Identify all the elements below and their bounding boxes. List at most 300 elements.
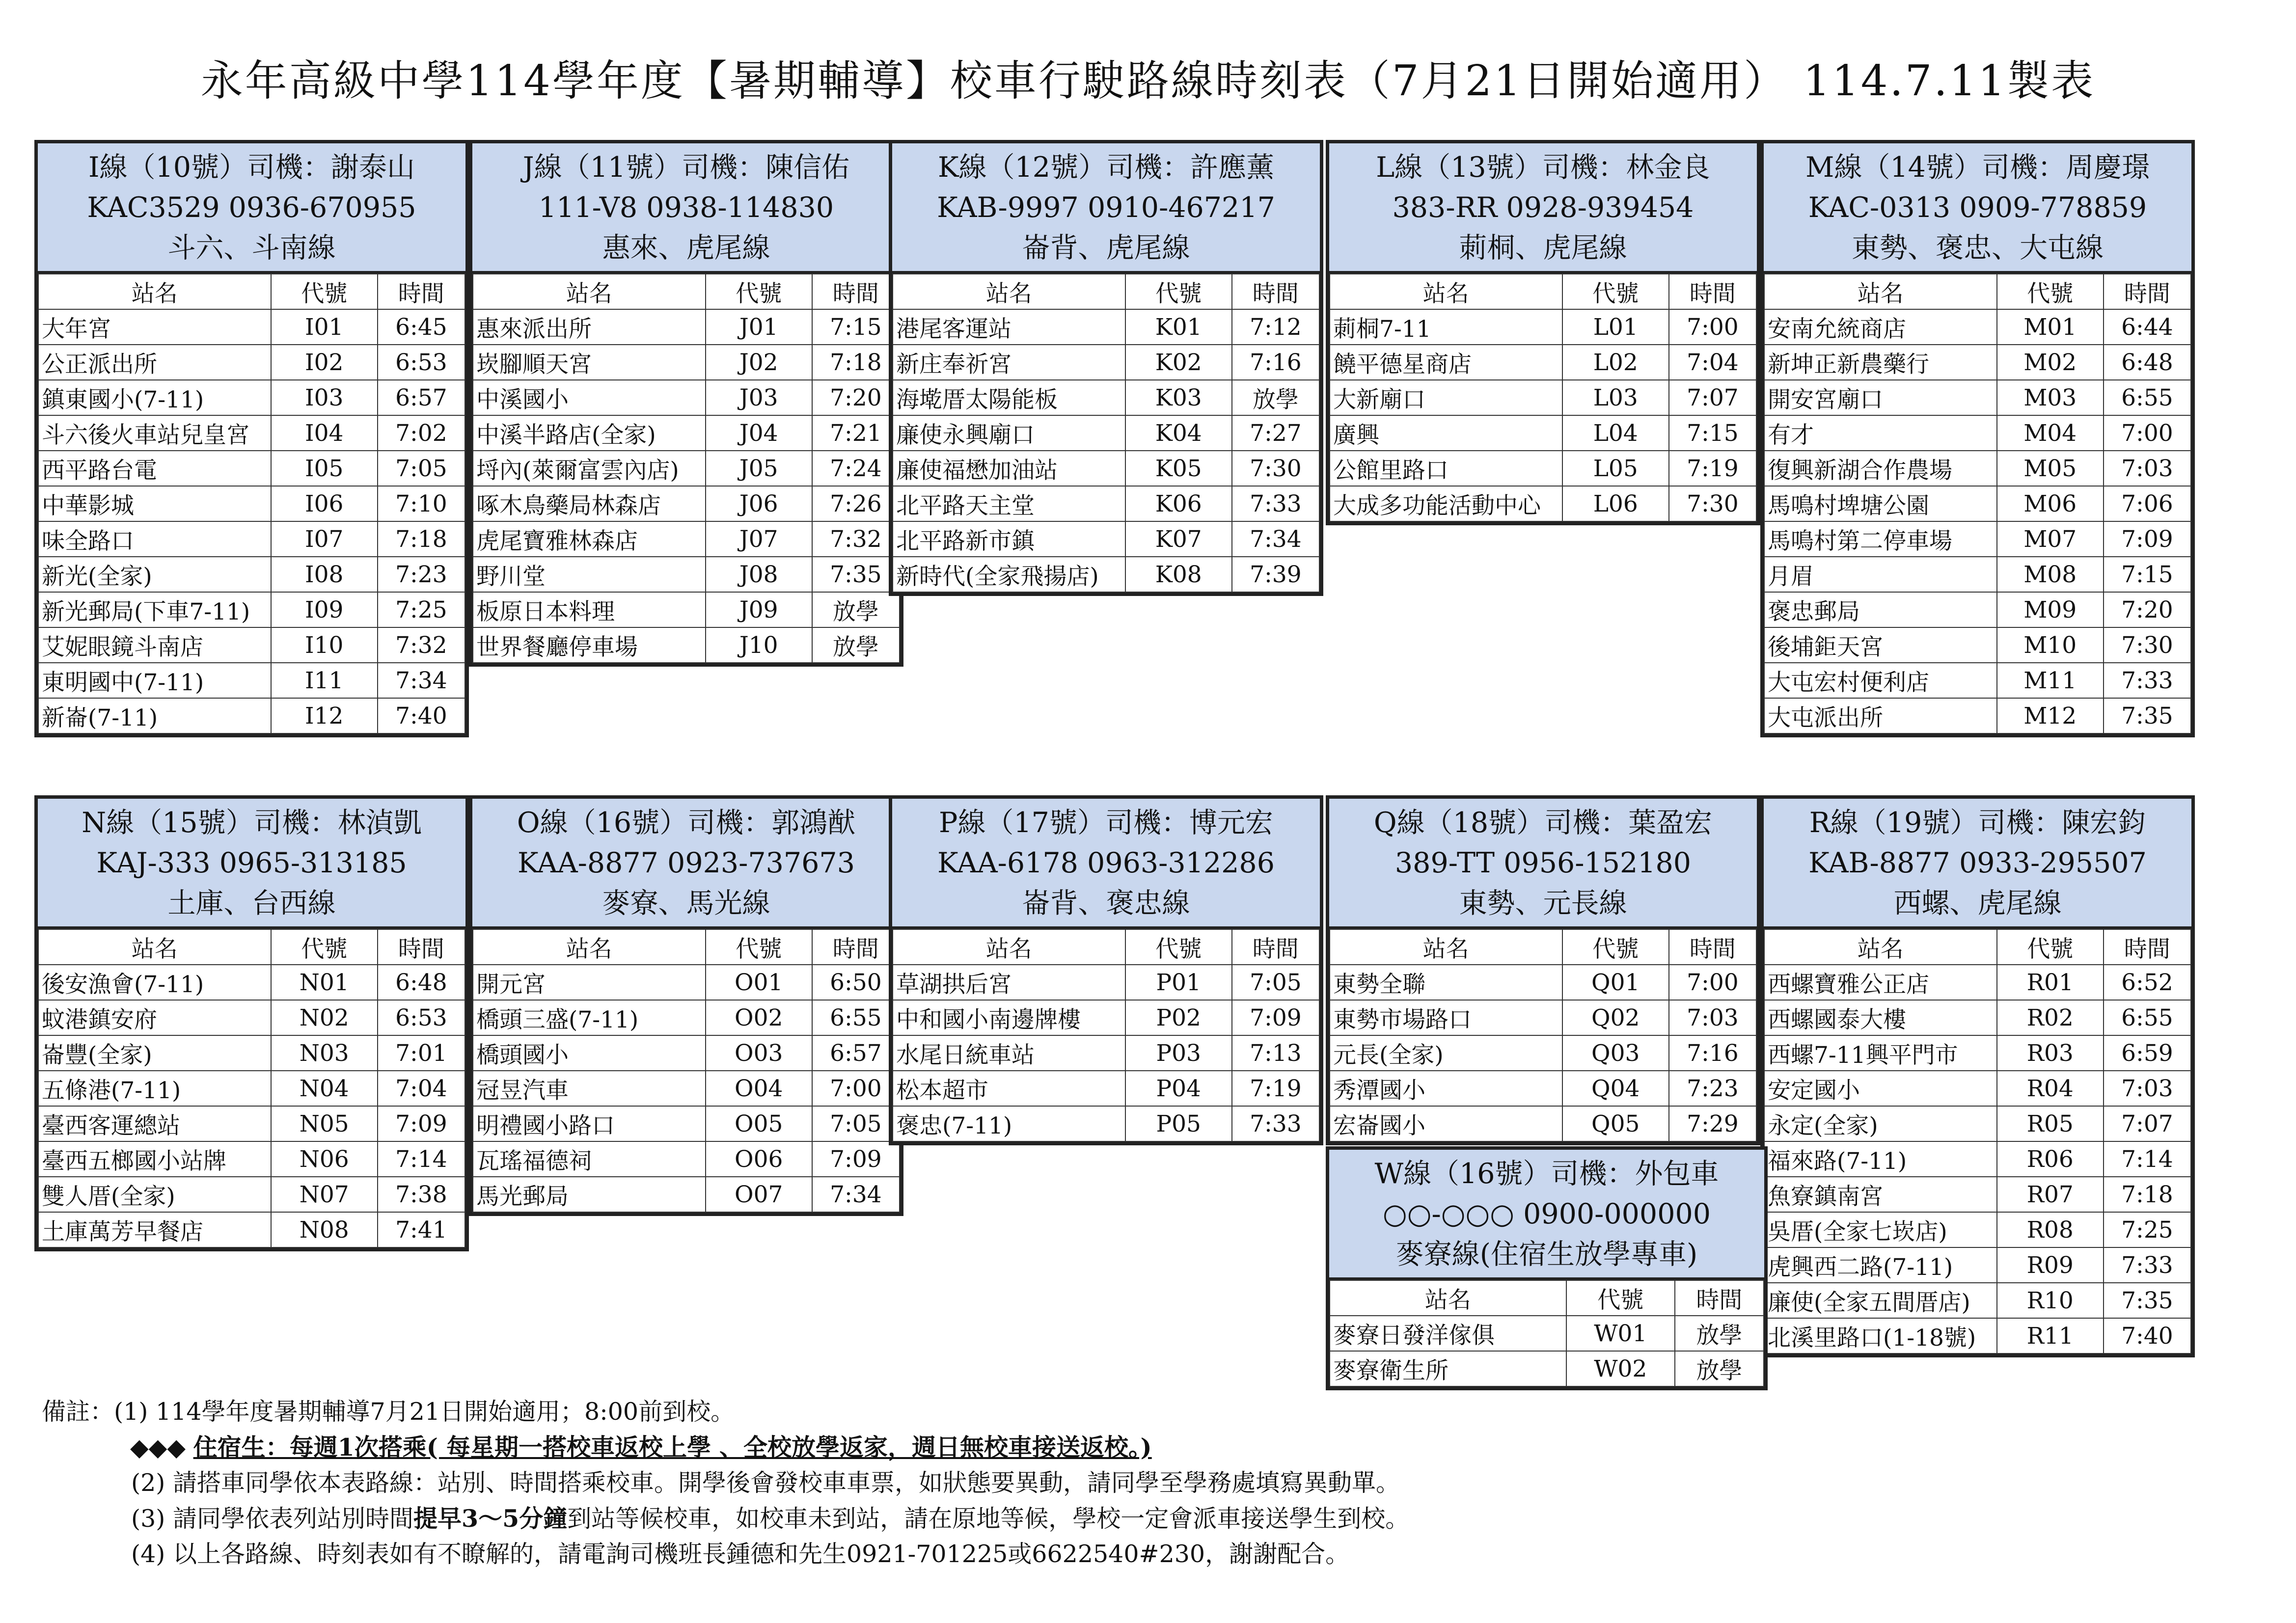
table-row (38, 451, 465, 486)
column-header-code: 代號 (1562, 929, 1669, 965)
table-row (38, 698, 465, 733)
table-row (1764, 1177, 2191, 1212)
stop-code: N08 (271, 1212, 378, 1247)
stop-time: 7:26 (812, 486, 900, 521)
route-header (892, 799, 1320, 929)
stop-time: 7:25 (2104, 1212, 2191, 1247)
stop-code: M07 (1997, 521, 2104, 557)
table-row (893, 309, 1319, 345)
stop-code: L02 (1562, 345, 1669, 380)
column-header-name: 站名 (1330, 1280, 1566, 1316)
route-header-line1: J線（11號）司機：陳信佑 (522, 151, 850, 184)
stop-code: L05 (1562, 451, 1669, 486)
route-header-line2: KAC3529 0936-670955 (87, 191, 416, 224)
stop-name: 土庫萬芳早餐店 (38, 1212, 271, 1247)
table-row (473, 309, 900, 345)
stop-name: 啄木鳥藥局林森店 (473, 486, 706, 521)
route-header-line1: L線（13號）司機：林金良 (1376, 151, 1710, 184)
column-header-name: 站名 (1330, 929, 1562, 965)
stop-time: 7:33 (2104, 1247, 2191, 1283)
column-header-name: 站名 (1330, 274, 1562, 309)
stop-time: 7:05 (812, 1106, 900, 1141)
stop-time: 7:35 (2104, 698, 2191, 733)
table-row (1764, 415, 2191, 451)
stop-time: 7:14 (2104, 1141, 2191, 1177)
column-header-time: 時間 (1669, 274, 1756, 309)
table-header-row (473, 274, 900, 309)
column-header-time: 時間 (2104, 274, 2191, 309)
table-row (473, 965, 900, 1000)
stop-name: 瓦瑤福德祠 (473, 1141, 706, 1177)
stop-code: M06 (1997, 486, 2104, 521)
stop-code: I09 (271, 592, 378, 627)
table-row (893, 521, 1319, 557)
stop-code: K05 (1125, 451, 1232, 486)
route-table (1326, 795, 1760, 1145)
stop-name: 虎興西二路(7-11) (1764, 1247, 1997, 1283)
route-header-line3: 土庫、台西線 (167, 887, 336, 920)
stop-time: 7:00 (812, 1071, 900, 1106)
stop-code: N07 (271, 1177, 378, 1212)
column-header-name: 站名 (38, 929, 271, 965)
stop-name: 開元宮 (473, 965, 706, 1000)
route-header (1764, 799, 2191, 929)
table-row (38, 1035, 465, 1071)
route-table (34, 140, 469, 737)
stop-name: 莿桐7-11 (1330, 309, 1562, 345)
stop-time: 6:50 (812, 965, 900, 1000)
route-table (34, 795, 469, 1251)
stop-time: 7:25 (378, 592, 465, 627)
stop-code: N05 (271, 1106, 378, 1141)
stop-name: 虎尾寶雅林森店 (473, 521, 706, 557)
stop-time: 7:07 (2104, 1106, 2191, 1141)
column-header-code: 代號 (1997, 274, 2104, 309)
stop-time: 7:18 (812, 345, 900, 380)
stop-name: 後埔鉅天宮 (1764, 627, 1997, 663)
stop-name: 安定國小 (1764, 1071, 1997, 1106)
stop-code: O05 (706, 1106, 812, 1141)
stop-code: R06 (1997, 1141, 2104, 1177)
stop-name: 廉使永興廟口 (893, 415, 1125, 451)
stop-time: 放學 (1675, 1316, 1764, 1351)
table-row (1764, 1212, 2191, 1247)
column-header-time: 時間 (812, 274, 900, 309)
route-header-line3: 西螺、虎尾線 (1893, 887, 2062, 920)
table-row (473, 521, 900, 557)
stop-name: 松本超市 (893, 1071, 1125, 1106)
table-row (1764, 309, 2191, 345)
stop-time: 7:23 (1669, 1071, 1756, 1106)
table-row (1764, 1141, 2191, 1177)
stop-name: 永定(全家) (1764, 1106, 1997, 1141)
stops-table (892, 929, 1320, 1142)
table-row (473, 345, 900, 380)
stop-code: I06 (271, 486, 378, 521)
route-table (1760, 140, 2195, 737)
stop-code: R01 (1997, 965, 2104, 1000)
stop-code: I01 (271, 309, 378, 345)
stop-code: L06 (1562, 486, 1669, 521)
stop-code: J04 (706, 415, 812, 451)
stop-code: O07 (706, 1177, 812, 1212)
stop-time: 7:16 (1669, 1035, 1756, 1071)
stop-code: M11 (1997, 663, 2104, 698)
table-row (1330, 451, 1756, 486)
column-header-time: 時間 (1232, 274, 1319, 309)
stop-time: 6:57 (812, 1035, 900, 1071)
stop-name: 有才 (1764, 415, 1997, 451)
table-header-row (893, 274, 1319, 309)
stops-table (1764, 929, 2191, 1354)
stop-time: 放學 (1232, 380, 1319, 415)
table-row (38, 965, 465, 1000)
stop-name: 新坤正新農藥行 (1764, 345, 1997, 380)
stop-time: 7:09 (378, 1106, 465, 1141)
table-row (473, 1000, 900, 1035)
stop-time: 7:13 (1232, 1035, 1319, 1071)
table-row (473, 486, 900, 521)
stop-time: 7:40 (2104, 1318, 2191, 1353)
stop-time: 7:01 (378, 1035, 465, 1071)
table-row (1764, 557, 2191, 592)
stop-code: R07 (1997, 1177, 2104, 1212)
table-row (1764, 486, 2191, 521)
stop-code: I05 (271, 451, 378, 486)
stop-name: 惠來派出所 (473, 309, 706, 345)
stop-code: O04 (706, 1071, 812, 1106)
stop-code: K04 (1125, 415, 1232, 451)
stop-time: 7:07 (1669, 380, 1756, 415)
stop-time: 7:00 (2104, 415, 2191, 451)
route-header-line2: KAA-8877 0923-737673 (518, 847, 855, 879)
stop-code: I12 (271, 698, 378, 733)
stop-time: 7:40 (378, 698, 465, 733)
table-row (1764, 592, 2191, 627)
stop-name: 鎮東國小(7-11) (38, 380, 271, 415)
table-row (473, 1106, 900, 1141)
table-row (473, 1071, 900, 1106)
stop-name: 廉使福懋加油站 (893, 451, 1125, 486)
stop-time: 7:15 (1669, 415, 1756, 451)
route-header (38, 799, 465, 929)
stop-time: 7:19 (1669, 451, 1756, 486)
stop-code: M12 (1997, 698, 2104, 733)
stop-name: 宏崙國小 (1330, 1106, 1562, 1141)
stop-name: 西螺7-11興平門市 (1764, 1035, 1997, 1071)
column-header-time: 時間 (812, 929, 900, 965)
stop-time: 7:16 (1232, 345, 1319, 380)
table-row (38, 1000, 465, 1035)
stop-name: 北平路新市鎮 (893, 521, 1125, 557)
stop-time: 7:20 (812, 380, 900, 415)
stop-name: 蚊港鎮安府 (38, 1000, 271, 1035)
table-row (473, 451, 900, 486)
stop-name: 埒內(萊爾富雲內店) (473, 451, 706, 486)
stop-code: I04 (271, 415, 378, 451)
note-3-a: (3) 請同學依表列站別時間 (131, 1505, 413, 1533)
column-header-name: 站名 (1764, 929, 1997, 965)
stop-time: 7:18 (2104, 1177, 2191, 1212)
stop-time: 6:53 (378, 1000, 465, 1035)
stop-code: J03 (706, 380, 812, 415)
stop-code: Q03 (1562, 1035, 1669, 1071)
stop-name: 西螺國泰大樓 (1764, 1000, 1997, 1035)
stop-code: I07 (271, 521, 378, 557)
stop-code: O01 (706, 965, 812, 1000)
table-row (1764, 698, 2191, 733)
column-header-name: 站名 (893, 929, 1125, 965)
note-2: (2) 請搭車同學依本表路線：站別、時間搭乘校車。開學後會發校車車票，如狀態要異動，請同學至學務處填寫異動單。 (131, 1469, 1400, 1497)
stop-time: 7:24 (812, 451, 900, 486)
stop-time: 7:35 (812, 557, 900, 592)
table-row (1330, 1071, 1756, 1106)
table-row (1764, 380, 2191, 415)
stop-name: 大成多功能活動中心 (1330, 486, 1562, 521)
note-3-c: 到站等候校車，如校車未到站，請在原地等候，學校一定會派車接送學生到校。 (567, 1505, 1410, 1533)
stop-code: P01 (1125, 965, 1232, 1000)
stop-code: M03 (1997, 380, 2104, 415)
route-header-line1: W線（16號）司機：外包車 (1374, 1158, 1719, 1190)
stop-time: 6:55 (2104, 1000, 2191, 1035)
stop-time: 7:33 (2104, 663, 2191, 698)
stop-time: 7:03 (2104, 1071, 2191, 1106)
route-table (1326, 1146, 1768, 1390)
stop-time: 7:18 (378, 521, 465, 557)
stop-time: 7:19 (1232, 1071, 1319, 1106)
route-header-line3: 崙背、褒忠線 (1022, 887, 1190, 920)
stop-name: 安南允統商店 (1764, 309, 1997, 345)
stop-name: 北溪里路口(1-18號) (1764, 1318, 1997, 1353)
stop-code: Q02 (1562, 1000, 1669, 1035)
stop-name: 新時代(全家飛揚店) (893, 557, 1125, 592)
route-table (889, 795, 1323, 1145)
stop-code: N02 (271, 1000, 378, 1035)
stop-code: R11 (1997, 1318, 2104, 1353)
route-header-line2: KAB-9997 0910-467217 (937, 191, 1275, 224)
stop-name: 中華影城 (38, 486, 271, 521)
stop-name: 公館里路口 (1330, 451, 1562, 486)
stop-time: 7:38 (378, 1177, 465, 1212)
stop-code: L01 (1562, 309, 1669, 345)
table-row (1764, 1106, 2191, 1141)
stop-name: 崁腳順天宮 (473, 345, 706, 380)
table-row (893, 451, 1319, 486)
table-row (473, 557, 900, 592)
stop-name: 開安宮廟口 (1764, 380, 1997, 415)
stop-time: 7:35 (2104, 1283, 2191, 1318)
route-header (892, 143, 1320, 273)
stop-code: Q04 (1562, 1071, 1669, 1106)
route-header-line3: 東勢、元長線 (1459, 887, 1627, 920)
route-header-line1: N線（15號）司機：林湞凱 (82, 807, 422, 839)
table-row (893, 1035, 1319, 1071)
table-row (1330, 309, 1756, 345)
stop-time: 6:52 (2104, 965, 2191, 1000)
table-header-row (38, 274, 465, 309)
column-header-code: 代號 (271, 929, 378, 965)
stop-name: 後安漁會(7-11) (38, 965, 271, 1000)
stop-name: 草湖拱后宮 (893, 965, 1125, 1000)
table-row (38, 1106, 465, 1141)
stop-code: P03 (1125, 1035, 1232, 1071)
stop-code: K03 (1125, 380, 1232, 415)
stop-code: K08 (1125, 557, 1232, 592)
stop-time: 7:05 (1232, 965, 1319, 1000)
table-row (473, 1141, 900, 1177)
stop-name: 崙豐(全家) (38, 1035, 271, 1071)
stop-name: 元長(全家) (1330, 1035, 1562, 1071)
route-header-line2: KAJ-333 0965-313185 (96, 847, 407, 879)
note-1b (42, 1430, 1409, 1465)
stop-name: 西平路台電 (38, 451, 271, 486)
stop-name: 明禮國小路口 (473, 1106, 706, 1141)
stop-name: 港尾客運站 (893, 309, 1125, 345)
route-header-line3: 惠來、虎尾線 (602, 232, 770, 264)
stop-time: 6:45 (378, 309, 465, 345)
route-table (889, 140, 1323, 596)
stop-name: 野川堂 (473, 557, 706, 592)
stop-name: 東勢市場路口 (1330, 1000, 1562, 1035)
stop-name: 大屯派出所 (1764, 698, 1997, 733)
route-header-line2: 389-TT 0956-152180 (1394, 847, 1692, 879)
table-row (893, 380, 1319, 415)
column-header-code: 代號 (706, 929, 812, 965)
stop-name: 橋頭國小 (473, 1035, 706, 1071)
table-header-row (473, 929, 900, 965)
route-header-line3: 莿桐、虎尾線 (1459, 232, 1627, 264)
stop-name: 北平路天主堂 (893, 486, 1125, 521)
note-1b-text: 住宿生：每週1次搭乘( 每星期一搭校車返校上學 、全校放學返家，週日無校車接送返校。) (193, 1433, 1152, 1461)
table-header-row (1330, 1280, 1764, 1316)
stop-time: 7:09 (2104, 521, 2191, 557)
stop-name: 東勢全聯 (1330, 965, 1562, 1000)
stop-name: 大屯宏村便利店 (1764, 663, 1997, 698)
table-row (1330, 415, 1756, 451)
route-table (469, 795, 903, 1216)
table-row (893, 1071, 1319, 1106)
stop-code: W02 (1566, 1351, 1675, 1386)
stop-name: 冠昱汽車 (473, 1071, 706, 1106)
table-row (893, 1000, 1319, 1035)
note-1: 備註：(1) 114學年度暑期輔導7月21日開始適用；8:00前到校。 (42, 1398, 735, 1426)
route-header-line1: R線（19號）司機：陳宏鈞 (1809, 807, 2146, 839)
stop-code: R10 (1997, 1283, 2104, 1318)
table-row (1764, 1318, 2191, 1353)
stop-code: J06 (706, 486, 812, 521)
table-header-row (38, 929, 465, 965)
column-header-name: 站名 (473, 274, 706, 309)
stop-time: 6:55 (812, 1000, 900, 1035)
column-header-code: 代號 (1125, 929, 1232, 965)
route-table (469, 140, 903, 667)
route-table (1760, 795, 2195, 1357)
stop-name: 新光(全家) (38, 557, 271, 592)
table-row (473, 380, 900, 415)
stop-time: 7:00 (1669, 309, 1756, 345)
stop-name: 味全路口 (38, 521, 271, 557)
stop-name: 斗六後火車站兒皇宮 (38, 415, 271, 451)
table-row (1764, 521, 2191, 557)
table-row (473, 592, 900, 627)
table-row (38, 663, 465, 698)
stop-code: R05 (1997, 1106, 2104, 1141)
table-row (1330, 345, 1756, 380)
stop-code: R02 (1997, 1000, 2104, 1035)
stop-code: W01 (1566, 1316, 1675, 1351)
stop-code: J09 (706, 592, 812, 627)
stop-time: 7:33 (1232, 1106, 1319, 1141)
route-header (1329, 1150, 1764, 1280)
column-header-time: 時間 (378, 929, 465, 965)
stop-name: 新庄奉祈宮 (893, 345, 1125, 380)
stop-time: 7:32 (812, 521, 900, 557)
column-header-time: 時間 (1675, 1280, 1764, 1316)
stop-time: 7:34 (378, 663, 465, 698)
stop-code: K06 (1125, 486, 1232, 521)
stop-time: 7:41 (378, 1212, 465, 1247)
stop-name: 海墘厝太陽能板 (893, 380, 1125, 415)
table-row (473, 627, 900, 663)
stop-time: 6:44 (2104, 309, 2191, 345)
stop-code: M04 (1997, 415, 2104, 451)
stop-code: P02 (1125, 1000, 1232, 1035)
stop-name: 福來路(7-11) (1764, 1141, 1997, 1177)
table-row (893, 557, 1319, 592)
stop-name: 橋頭三盛(7-11) (473, 1000, 706, 1035)
stop-time: 7:05 (378, 451, 465, 486)
route-header (472, 143, 900, 273)
stop-name: 饒平德星商店 (1330, 345, 1562, 380)
stop-name: 廣興 (1330, 415, 1562, 451)
stop-code: N03 (271, 1035, 378, 1071)
route-header-line2: KAC-0313 0909-778859 (1808, 191, 2147, 224)
table-row (893, 965, 1319, 1000)
route-header-line2: ○○-○○○ 0900-000000 (1383, 1198, 1711, 1230)
table-header-row (1330, 929, 1756, 965)
table-row (1764, 345, 2191, 380)
stop-name: 麥寮衛生所 (1330, 1351, 1566, 1386)
table-row (1330, 1351, 1764, 1386)
stop-name: 雙人厝(全家) (38, 1177, 271, 1212)
route-header (1329, 143, 1757, 273)
stop-name: 大年宮 (38, 309, 271, 345)
table-row (38, 1177, 465, 1212)
stop-name: 吳厝(全家七崁店) (1764, 1212, 1997, 1247)
notes (42, 1394, 1409, 1572)
table-row (1764, 965, 2191, 1000)
column-header-code: 代號 (1997, 929, 2104, 965)
stop-code: Q05 (1562, 1106, 1669, 1141)
table-row (1764, 1035, 2191, 1071)
stops-table (1329, 273, 1757, 522)
stop-code: L03 (1562, 380, 1669, 415)
column-header-name: 站名 (1764, 274, 1997, 309)
stop-code: O06 (706, 1141, 812, 1177)
table-row (1764, 627, 2191, 663)
route-header-line1: O線（16號）司機：郭鴻猷 (517, 807, 856, 839)
stop-time: 7:30 (2104, 627, 2191, 663)
stop-code: I02 (271, 345, 378, 380)
stop-code: J01 (706, 309, 812, 345)
route-header-line2: KAB-8877 0933-295507 (1808, 847, 2147, 879)
table-row (1330, 1316, 1764, 1351)
stops-table (1329, 929, 1757, 1142)
stop-code: R03 (1997, 1035, 2104, 1071)
stop-time: 7:39 (1232, 557, 1319, 592)
table-row (473, 1035, 900, 1071)
route-header-line3: 麥寮、馬光線 (602, 887, 770, 920)
